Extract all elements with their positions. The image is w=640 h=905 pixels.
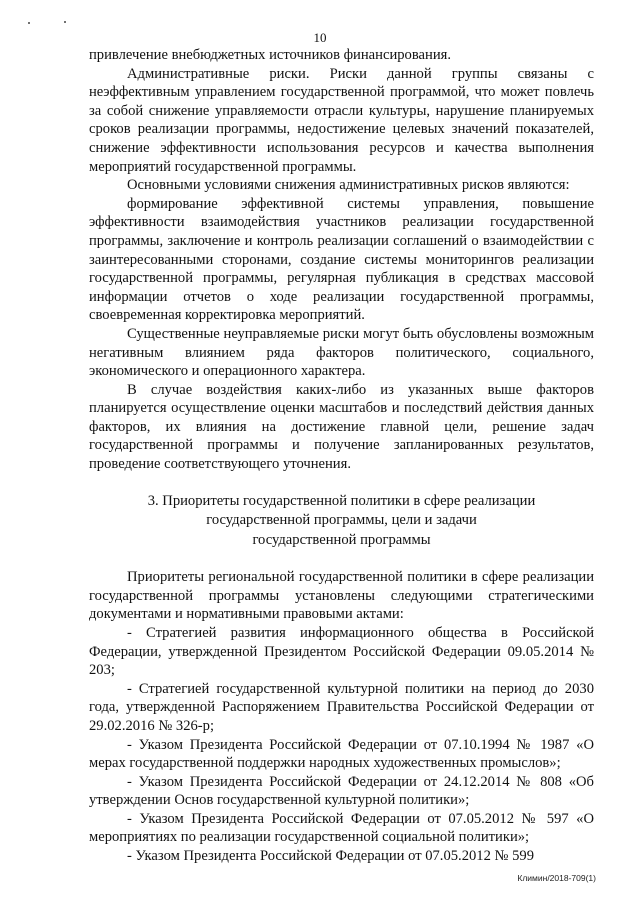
section-heading-line: государственной программы, цели и задачи (206, 512, 477, 529)
document-code: Климин/2018-709(1) (517, 873, 596, 883)
list-item: - Указом Президента Российской Федерации от 07.05.2012 № 597 «О мероприятиях по реализации государственной социальной политики»; (89, 810, 594, 846)
list-item: - Указом Президента Российской Федерации от 07.05.2012 № 599 (127, 848, 534, 865)
document-body (89, 46, 594, 866)
paragraph: В случае воздействия каких-либо из указанных выше факторов планируется осуществление оценки масштабов и последствий действия данных факторов, их влияния на достижение главной цели, решение задач государственной программы и получение запланированных результатов, проведение соответствующего уточнения. (89, 381, 594, 473)
list-item: - Указом Президента Российской Федерации от 24.12.2014 № 808 «Об утверждении Основ государственной культурной политики»; (89, 773, 594, 809)
scan-speck (64, 21, 66, 23)
paragraph: Основными условиями снижения административных рисков являются: (127, 177, 570, 194)
section-heading-line: государственной программы (252, 531, 431, 548)
section-heading-line: 3. Приоритеты государственной политики в сфере реализации (147, 492, 536, 509)
list-item: - Стратегией государственной культурной политики на период до 2030 года, утвержденной Распоряжением Правительства Российской Федерации от 29.02.2016 № 326-р; (89, 680, 594, 734)
list-item: - Указом Президента Российской Федерации от 07.10.1994 № 1987 «О мерах государственной поддержки народных художественных промыслов»; (89, 736, 594, 772)
paragraph: Приоритеты региональной государственной политики в сфере реализации государственной программы установлены следующими стратегическими документами и нормативными правовыми актами: (89, 569, 594, 623)
paragraph: привлечение внебюджетных источников финансирования. (89, 47, 452, 63)
list-item: - Стратегией развития информационного общества в Российской Федерации, утвержденной Президентом Российской Федерации 09.05.2014 № 203; (89, 624, 594, 679)
paragraph: Административные риски. Риски данной группы связаны с неэффективным управлением государственной программой, что может повлечь за собой снижение управляемости отрасли культуры, нарушение планируемых сроков реализации программы, недостижение целевых значений показателей, снижение эффективности использования ресурсов и качества выполнения мероприятий государственной программы. (89, 65, 594, 175)
spacer (89, 550, 594, 568)
page-number: 10 (313, 30, 327, 45)
section-heading (89, 492, 594, 551)
paragraph: формирование эффективной системы управления, повышение эффективности взаимодействия участников реализации государственной программы, заключение и контроль реализации соглашений о взаимодействии с заинтересованными сторонами, создание системы мониторингов реализации государственной программы, регулярная публикация в средствах массовой информации отчетов о ходе реализации государственной программы, своевременная корректировка мероприятий. (89, 195, 594, 324)
paragraph: Существенные неуправляемые риски могут быть обусловлены возможным негативным влиянием ряда факторов политического, социального, экономического и операционного характера. (89, 325, 594, 380)
scan-speck (28, 22, 30, 24)
